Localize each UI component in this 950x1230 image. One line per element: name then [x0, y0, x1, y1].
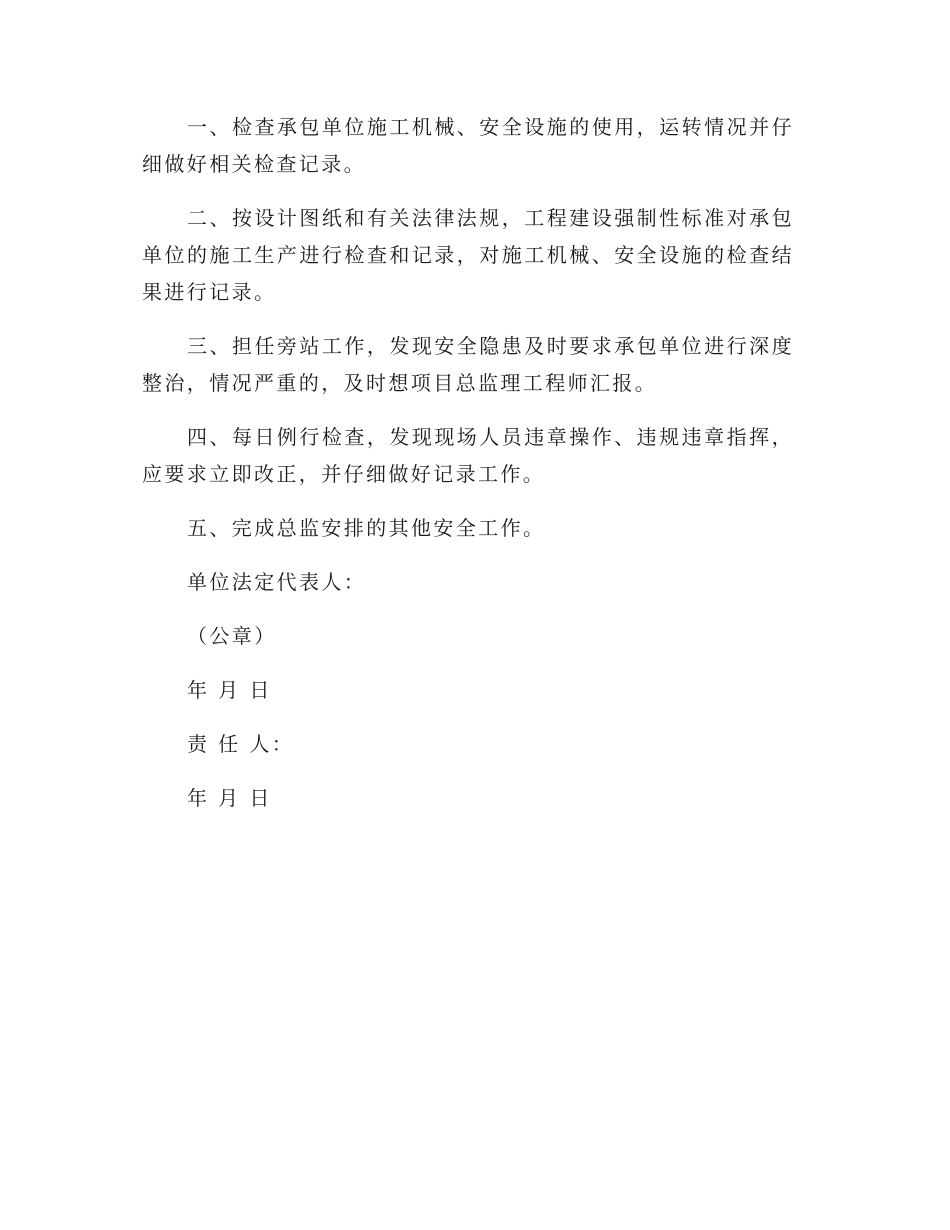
official-seal-label: （公章） [187, 624, 277, 648]
paragraph-2: 二、按设计图纸和有关法律法规，工程建设强制性标准对承包单位的施工生产进行检查和记录，对施工机械、安全设施的检查结果进行记录。 [142, 206, 794, 304]
date-line-2: 年 月 日 [187, 786, 272, 810]
paragraph-1: 一、检查承包单位施工机械、安全设施的使用，运转情况并仔细做好相关检查记录。 [142, 115, 794, 176]
paragraph-4: 四、每日例行检查，发现现场人员违章操作、违规违章指挥，应要求立即改正，并仔细做好记录工作。 [142, 425, 794, 486]
date-line-1: 年 月 日 [187, 678, 272, 702]
document-body [142, 109, 794, 834]
legal-representative-label: 单位法定代表人： [187, 570, 367, 594]
paragraph-5: 五、完成总监安排的其他安全工作。 [187, 516, 546, 540]
responsible-person-label: 责 任 人： [187, 732, 295, 756]
paragraph-3: 三、担任旁站工作，发现安全隐患及时要求承包单位进行深度整治，情况严重的，及时想项目总监理工程师汇报。 [142, 334, 794, 395]
